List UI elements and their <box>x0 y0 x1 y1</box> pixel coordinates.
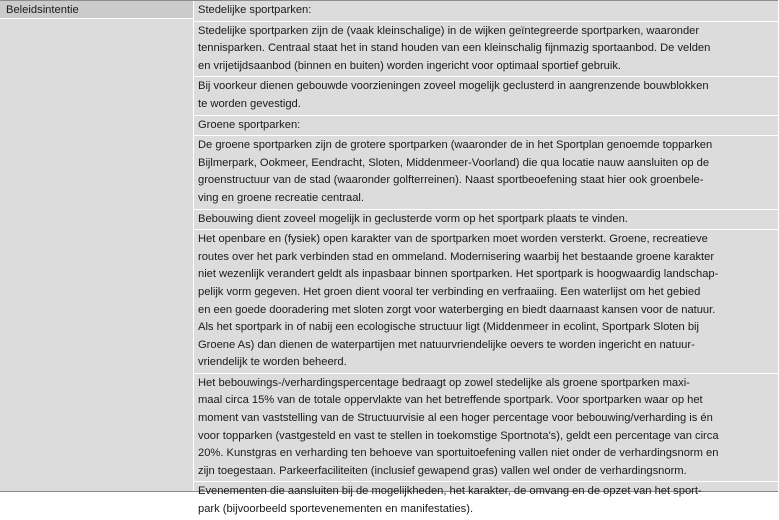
label-column <box>0 1 194 491</box>
text-line: vriendelijk te worden beheerd. <box>198 356 347 369</box>
text-line: zijn toegestaan. Parkeerfaciliteiten (inclusief gewapend gras) vallen wel onder de verhardingsnorm. <box>198 464 687 477</box>
text-line: De groene sportparken zijn de grotere sportparken (waaronder de in het Sportplan genoemde topparken <box>198 139 713 152</box>
text-line: Groene sportparken: <box>198 118 301 131</box>
content-column <box>194 1 778 516</box>
row-label: Beleidsintentie <box>0 1 193 19</box>
content-row <box>194 1 778 22</box>
text-line: voor topparken (vastgesteld en vast te stellen in toekomstige Sportnota's), geldt een percentage van circa <box>198 429 719 442</box>
text-line: Het bebouwings-/verhardingspercentage bedraagt op zowel stedelijke als groene sportparken maxi- <box>198 376 690 389</box>
text-line: niet wezenlijk verandert geldt als inpasbaar binnen sportparken. Het sportpark is hoogwaardig landschap- <box>198 268 719 281</box>
text-line: routes over het park verbinden stad en ommeland. Modernisering waarbij het bestaande groene karakter <box>198 250 715 263</box>
text-line: pelijk vorm gegeven. Het groen dient vooral ter verbinding en verfraaiing. Een waterlijst om het gebied <box>198 285 701 298</box>
text-line: tennisparken. Centraal staat het in stand houden van een kleinschalig fijnmazig sportaanbod. De velden <box>198 42 711 55</box>
text-line: park (bijvoorbeeld sportevenementen en manifestaties). <box>198 503 474 516</box>
content-row <box>194 482 778 519</box>
text-line: Het openbare en (fysiek) open karakter van de sportparken moet worden versterkt. Groene, recreatieve <box>198 233 708 246</box>
text-line: ving en groene recreatie centraal. <box>198 191 364 204</box>
text-line: en vrijetijdsaanbod (binnen en buiten) worden ingericht voor optimaal sportief gebruik. <box>198 59 622 72</box>
text-line: Stedelijke sportparken: <box>198 4 312 16</box>
content-row <box>194 77 778 115</box>
text-line: Bebouwing dient zoveel mogelijk in geclusterde vorm op het sportpark plaats te vinden. <box>198 212 628 225</box>
content-row <box>194 116 778 137</box>
text-line: Als het sportpark in of nabij een ecologische structuur ligt (Middenmeer in ecolint, Sportpark Sloten bij <box>198 321 699 334</box>
text-line: en een goede dooradering met sloten zorgt voor waterberging en biedt daarnaast kansen voor de natuur. <box>198 303 716 316</box>
text-line: moment van vaststelling van de Structuurvisie al een hoger percentage voor bebouwing/verharding is én <box>198 412 713 425</box>
text-line: Groene As) dan dienen de waterpartijen met natuurvriendelijke oevers te worden ingericht en natuur- <box>198 338 695 351</box>
text-line: Evenementen die aansluiten bij de mogelijkheden, het karakter, de omvang en de opzet van het sport- <box>198 485 702 498</box>
content-row <box>194 22 778 78</box>
text-line: maal circa 15% van de totale oppervlakte van het betreffende sportpark. Voor sportparken waar op het <box>198 394 703 407</box>
text-line: 20%. Kunstgras en verharding ten behoeve van sportuitoefening vallen niet onder de verhardingsnorm en <box>198 447 719 460</box>
text-line: te worden gevestigd. <box>198 97 301 110</box>
text-line: Bij voorkeur dienen gebouwde voorzieningen zoveel mogelijk geclusterd in aangrenzende bouwblokken <box>198 80 709 93</box>
content-row <box>194 136 778 209</box>
text-line: groenstructuur van de stad (waaronder golfterreinen). Naast sportbeoefening staat hier ook groenbele- <box>198 174 704 187</box>
text-line: Stedelijke sportparken zijn de (vaak kleinschalige) in de wijken geïntegreerde sportparken, waaronder <box>198 24 700 37</box>
content-row <box>194 230 778 374</box>
text-line: Bijlmerpark, Ookmeer, Eendracht, Sloten, Middenmeer-Voorland) die qua locatie nauw aansluiten op de <box>198 156 710 169</box>
content-row <box>194 210 778 231</box>
content-row <box>194 374 778 483</box>
